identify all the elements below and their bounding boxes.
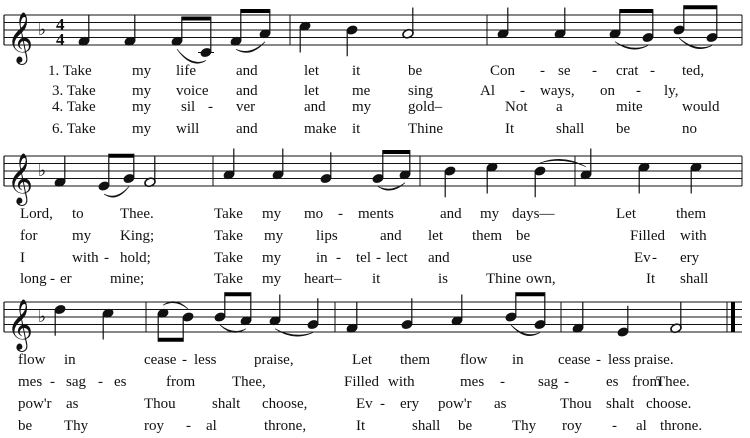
lyric-syllable: my [132, 83, 152, 99]
lyric-syllable: heart– [304, 271, 342, 287]
lyric-syllable: crat [616, 63, 639, 79]
lyric-syllable: is [438, 271, 449, 287]
lyric-syllable: Thee, [232, 374, 266, 390]
lyric-syllable: lips [316, 228, 338, 244]
lyric-syllable: al [636, 418, 647, 434]
lyric-syllable: - [564, 374, 569, 390]
lyric-syllable: my [480, 206, 500, 222]
lyric-syllable: Take [214, 250, 243, 266]
lyric-syllable: days— [512, 206, 555, 222]
lyric-syllable: Take [214, 271, 243, 287]
lyric-syllable: praise, [254, 352, 294, 368]
lyric-syllable: es [606, 374, 619, 390]
staff-system [4, 149, 742, 288]
slur [163, 302, 188, 309]
lyric-syllable: pow'r [438, 396, 472, 412]
lyric-syllable: ery [400, 396, 420, 412]
lyric-syllable: - [592, 63, 597, 79]
lyric-syllable: mine; [110, 271, 145, 287]
lyric-syllable: to [72, 206, 84, 222]
treble-clef-icon: 𝄞 [7, 299, 34, 350]
lyric-syllable: cease [558, 352, 591, 368]
lyric-syllable: ways, [540, 83, 575, 99]
lyric-syllable: - [520, 83, 525, 99]
lyric-syllable: on [600, 83, 615, 99]
lyric-syllable: - [500, 374, 505, 390]
lyric-syllable: hold; [120, 250, 151, 266]
lyric-syllable: less [194, 352, 217, 368]
lyric-syllable: - [636, 83, 641, 99]
lyric-syllable: Thee. [120, 206, 154, 222]
lyric-syllable: Ev [356, 396, 373, 412]
lyric-syllable: mite [616, 99, 643, 115]
lyric-syllable: will [176, 121, 200, 137]
lyric-syllable: a [556, 99, 563, 115]
lyric-syllable: be [408, 63, 423, 79]
lyric-syllable: from [166, 374, 196, 390]
lyric-syllable: roy [562, 418, 582, 434]
lyric-syllable: as [66, 396, 79, 412]
lyric-syllable: Let [352, 352, 372, 368]
lyric-syllable: - [650, 63, 655, 79]
lyric-syllable: al [206, 418, 217, 434]
lyric-syllable: my [262, 250, 282, 266]
lyric-syllable: let [304, 83, 319, 99]
lyric-syllable: my [264, 228, 284, 244]
time-signature-top: 4 [56, 15, 65, 34]
beam [225, 292, 251, 296]
slur [220, 325, 246, 332]
lyric-syllable: my [132, 63, 152, 79]
lyric-syllable: - [376, 250, 381, 266]
lyric-syllable: make [304, 121, 337, 137]
lyric-syllable: ver [236, 99, 256, 115]
lyric-syllable: use [512, 250, 532, 266]
lyric-syllable: long [20, 271, 47, 287]
lyric-syllable: and [428, 250, 450, 266]
lyric-syllable: and [236, 83, 258, 99]
lyric-syllable: roy [144, 418, 164, 434]
lyric-syllable: be [516, 228, 531, 244]
lyric-syllable: sag [66, 374, 86, 390]
lyric-syllable: gold– [408, 99, 443, 115]
lyric-syllable: 6. Take [52, 121, 96, 137]
lyric-syllable: flow [460, 352, 488, 368]
lyric-syllable: it [372, 271, 381, 287]
lyric-syllable: - [380, 396, 385, 412]
beam [684, 5, 717, 9]
lyric-syllable: pow'r [18, 396, 52, 412]
lyric-syllable: and [236, 63, 258, 79]
lyric-syllable: as [494, 396, 507, 412]
lyric-syllable: choose, [262, 396, 308, 412]
lyric-syllable: let [304, 63, 319, 79]
lyric-syllable: Filled [630, 228, 666, 244]
lyric-syllable: mes [18, 374, 43, 390]
time-signature-bottom: 4 [56, 30, 65, 49]
beam [620, 9, 653, 13]
lyric-syllable: se [558, 63, 571, 79]
lyric-syllable: would [682, 99, 720, 115]
lyric-syllable: own, [526, 271, 556, 287]
lyric-syllable: - [182, 352, 187, 368]
lyric-syllable: It [646, 271, 656, 287]
lyric-syllable: Take [214, 206, 243, 222]
lyric-syllable: and [440, 206, 462, 222]
lyric-syllable: ery [680, 250, 700, 266]
staff-system [4, 5, 742, 137]
lyric-syllable: my [132, 99, 152, 115]
lyric-syllable: with [680, 228, 707, 244]
lyric-syllable: ly, [664, 83, 679, 99]
treble-clef-icon: 𝄞 [7, 153, 34, 204]
lyric-syllable: choose. [646, 396, 692, 412]
lyric-syllable: Al [480, 83, 495, 99]
lyric-syllable: Thee. [656, 374, 690, 390]
lyric-syllable: mo [304, 206, 324, 222]
lyric-syllable: for [20, 228, 38, 244]
beam [109, 154, 134, 158]
lyric-syllable: flow [18, 352, 46, 368]
lyric-syllable: Con [490, 63, 516, 79]
lyric-syllable: my [72, 228, 92, 244]
lyric-syllable: - [98, 374, 103, 390]
flat-icon: ♭ [38, 161, 47, 181]
lyric-syllable: shall [412, 418, 441, 434]
lyric-syllable: be [616, 121, 631, 137]
lyric-syllable: Not [505, 99, 528, 115]
lyric-syllable: be [18, 418, 33, 434]
lyric-syllable: shalt [606, 396, 635, 412]
lyric-syllable: in [64, 352, 76, 368]
lyric-syllable: it [352, 121, 361, 137]
beam [516, 292, 545, 296]
lyric-syllable: me [352, 83, 371, 99]
lyric-syllable: sing [408, 83, 434, 99]
lyric-syllable: let [428, 228, 443, 244]
lyric-syllable: - [612, 418, 617, 434]
flat-icon: ♭ [38, 307, 47, 327]
lyric-syllable: - [104, 250, 109, 266]
lyric-syllable: Filled [344, 374, 380, 390]
lyric-syllable: sil [181, 99, 196, 115]
lyric-syllable: throne. [660, 418, 703, 434]
lyric-syllable: It [505, 121, 515, 137]
slur [236, 42, 265, 53]
lyric-syllable: my [262, 271, 282, 287]
lyric-syllable: er [60, 271, 72, 287]
beam [158, 338, 183, 342]
lyric-syllable: ted, [682, 63, 705, 79]
lyric-syllable: - [50, 271, 55, 287]
lyric-syllable: them [472, 228, 502, 244]
lyric-syllable: 3. Take [52, 83, 96, 99]
lyric-syllable: voice [176, 83, 209, 99]
lyric-syllable: - [208, 99, 213, 115]
lyric-syllable: - [50, 374, 55, 390]
beam [383, 150, 410, 154]
lyric-syllable: - [540, 63, 545, 79]
lyric-syllable: es [114, 374, 127, 390]
lyric-syllable: King; [120, 228, 155, 244]
lyric-syllable: shall [556, 121, 585, 137]
final-barline [731, 302, 735, 332]
lyric-syllable: Thine [486, 271, 521, 287]
lyric-syllable: tel [356, 250, 371, 266]
lyric-syllable: it [352, 63, 361, 79]
lyric-syllable: cease [144, 352, 177, 368]
lyric-syllable: and [304, 99, 326, 115]
lyric-syllable: It [356, 418, 366, 434]
lyric-syllable: no [682, 121, 697, 137]
lyric-syllable: life [176, 63, 196, 79]
lyric-syllable: ments [358, 206, 394, 222]
lyric-syllable: Thine [408, 121, 443, 137]
lyric-syllable: from [632, 374, 662, 390]
lyric-syllable: less [608, 352, 631, 368]
lyric-syllable: 1. Take [48, 63, 92, 79]
lyric-syllable: praise. [634, 352, 674, 368]
lyric-syllable: them [676, 206, 706, 222]
lyric-syllable: lect [386, 250, 408, 266]
lyric-syllable: be [458, 418, 473, 434]
lyric-syllable: in [512, 352, 524, 368]
lyric-syllable: - [338, 206, 343, 222]
treble-clef-icon: 𝄞 [7, 12, 34, 63]
lyric-syllable: my [262, 206, 282, 222]
lyric-syllable: sag [538, 374, 558, 390]
lyric-syllable: - [596, 352, 601, 368]
lyric-syllable: Thou [560, 396, 592, 412]
lyric-syllable: and [380, 228, 402, 244]
lyric-syllable: my [352, 99, 372, 115]
beam [182, 17, 211, 21]
lyric-syllable: Lord, [20, 206, 53, 222]
flat-icon: ♭ [38, 20, 47, 40]
lyric-syllable: 4. Take [52, 99, 96, 115]
lyric-syllable: Thy [512, 418, 537, 434]
lyric-syllable: with [72, 250, 99, 266]
lyric-syllable: mes [460, 374, 485, 390]
lyric-syllable: in [316, 250, 328, 266]
lyric-syllable: Thou [144, 396, 176, 412]
lyric-syllable: Ev [634, 250, 651, 266]
lyric-syllable: - [652, 250, 657, 266]
lyric-syllable: them [400, 352, 430, 368]
lyric-syllable: Thy [64, 418, 89, 434]
lyric-syllable: I [20, 250, 25, 266]
lyric-syllable: with [388, 374, 415, 390]
staff-system [4, 292, 742, 434]
lyric-syllable: - [336, 250, 341, 266]
lyric-syllable: Take [214, 228, 243, 244]
lyric-syllable: Let [616, 206, 636, 222]
lyric-syllable: and [236, 121, 258, 137]
lyric-syllable: shall [680, 271, 709, 287]
lyric-syllable: - [186, 418, 191, 434]
beam [241, 9, 270, 13]
lyric-syllable: my [132, 121, 152, 137]
lyric-syllable: shalt [212, 396, 241, 412]
lyric-syllable: throne, [264, 418, 307, 434]
